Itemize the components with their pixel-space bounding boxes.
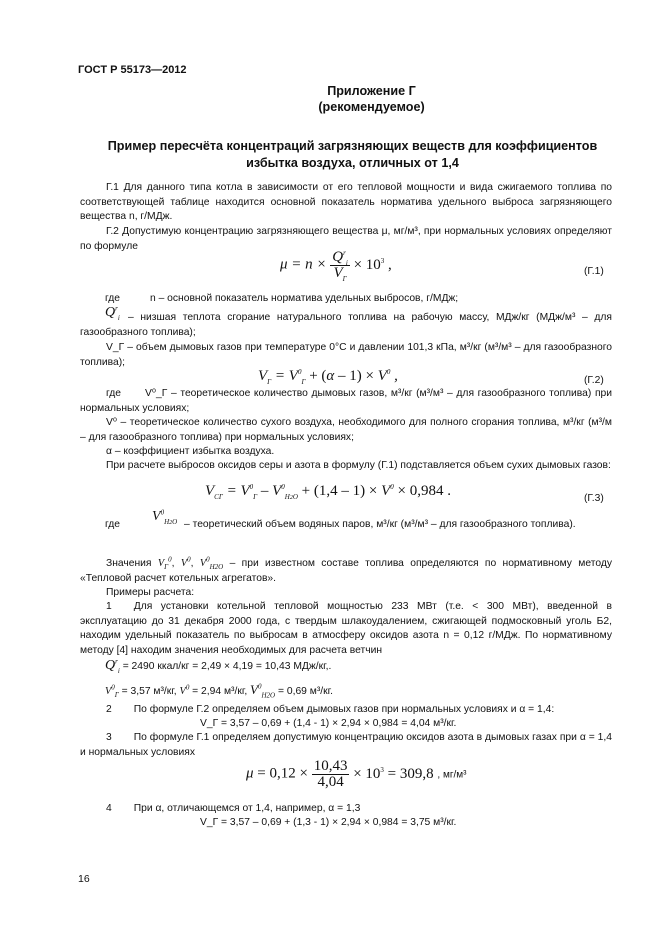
example-2: 2 По формуле Г.2 определяем объем дымовых газов при нормальных условиях и α = 1,4: xyxy=(106,704,555,715)
formula-example-3: μ = 0,12 × $\frac{10,43}{4,04}$ × $10^3 = 309,8$ , мг/м³ xyxy=(246,758,467,790)
definition-vg0: где V⁰_Г – теоретическое количество дымовых газов, м³/кг (м³/м³ – для газообразного топлива) при нормальных условиях; xyxy=(80,388,612,414)
definition-alpha: α – коэффициент избытка воздуха. xyxy=(106,446,275,457)
section-title-line-1: Пример пересчёта концентраций загрязняющих веществ для коэффициентов xyxy=(107,139,598,153)
example-1-volumes: $V^0_Г = 3,57$ м³/кг, $V^0 = 2,94$ м³/кг, $V^0_{H2O} = 0,69$ м³/кг. xyxy=(105,682,333,700)
paragraph-values: Значения $V_Г^0$, $V^0$, $V^0_{H2O}$ – при известном составе топлива определяются по нормативному методу «Тепловой расчет котельных агрегатов». xyxy=(80,555,612,584)
paragraph-dry-gas: При расчете выбросов оксидов серы и азота в формулу (Г.1) подставляется объем сухих дымовых газов: xyxy=(106,460,611,471)
example-1: 1 Для установки котельной тепловой мощностью 233 МВт (т.е. < 300 МВт), введенной в эксплуатацию до 31 декабря 2000 года, с твердым шлакоудалением, сжигающей подмосковный уголь Б2, находим удельный показатель по выбросам в атмосферу оксидов азота n = 0,12 г/МДж. По нормативному методу [4] находим значения необходимых для расчета ветчин xyxy=(80,601,612,656)
formula-g2: $V_Г = V^0_Г + (\alpha - 1) \times V^0$ , xyxy=(258,368,398,386)
example-2-calc: V_Г = 3,57 – 0,69 + (1,4 - 1) × 2,94 × 0,984 = 4,04 м³/кг. xyxy=(200,718,457,729)
appendix-title: Приложение Г xyxy=(327,84,416,98)
appendix-subtitle: (рекомендуемое) xyxy=(318,100,425,114)
standard-header: ГОСТ Р 55173—2012 xyxy=(78,64,187,76)
equation-number-g2: (Г.2) xyxy=(584,375,604,386)
example-3: 3 По формуле Г.1 определяем допустимую концентрацию оксидов азота в дымовых газах при α = 1,4 и нормальных условиях xyxy=(80,732,612,758)
section-title xyxy=(80,138,625,172)
paragraph-g2: Г.2 Допустимую концентрацию загрязняющего вещества μ, мг/м³, при нормальных условиях определяют по формуле xyxy=(80,226,612,252)
example-1-q: $Q^r_i = 2490$ ккал/кг = 2,49 × 4,19 = 10,43 МДж/кг,. xyxy=(105,657,332,675)
definition-vg: V_Г – объем дымовых газов при температуре 0°С и давлении 101,3 кПа, м³/кг (м³/м³ – для газообразного топлива); xyxy=(80,342,612,368)
example-4: 4 При α, отличающемся от 1,4, например, α = 1,3 xyxy=(106,803,361,814)
where-label: где xyxy=(105,293,121,304)
formula-g1: μ = n × $\frac{Q^r_i}{V_Г}$ × $10^3$ , xyxy=(280,249,392,283)
page-number: 16 xyxy=(78,873,90,885)
paragraph-g1: Г.1 Для данного типа котла в зависимости от его тепловой мощности и вида сжигаемого топлива по соответствующей таблице находится основной показатель норматива удельного выброса загрязняющего вещества n, г/МДж. xyxy=(80,182,612,223)
definition-vh2o: – теоретический объем водяных паров, м³/кг (м³/м³ – для газообразного топлива). xyxy=(184,519,576,530)
formula-g3: $V_{СГ} = V^0_Г - V^0_{H2O} + (1,4 - 1) \times V^0 \times 0,984$ . xyxy=(205,483,451,501)
where-label-2: где xyxy=(105,519,121,530)
equation-number-g3: (Г.3) xyxy=(584,493,604,504)
equation-number-g1: (Г.1) xyxy=(584,266,604,277)
example-4-calc: V_Г = 3,57 – 0,69 + (1,3 - 1) × 2,94 × 0,984 = 3,75 м³/кг. xyxy=(200,817,457,828)
q-symbol: $Q^r_i$ xyxy=(105,304,120,322)
definition-v0: V⁰ – теоретическое количество сухого воздуха, необходимого для полного сгорания топлива, м³/кг (м³/м – для газообразного топлива) при нормальных условиях; xyxy=(80,417,612,443)
vh2o-symbol: $V^0_{H2O}$ xyxy=(152,508,178,526)
paragraph-examples: Примеры расчета: xyxy=(106,587,195,598)
definition-n: n – основной показатель норматива удельных выбросов, г/МДж; xyxy=(150,293,459,304)
definition-q: – низшая теплота сгорание натурального топлива на рабочую массу, МДж/кг (МДж/м³ – для газообразного топлива); xyxy=(80,312,612,338)
section-title-line-2: избытка воздуха, отличных от 1,4 xyxy=(246,156,459,170)
